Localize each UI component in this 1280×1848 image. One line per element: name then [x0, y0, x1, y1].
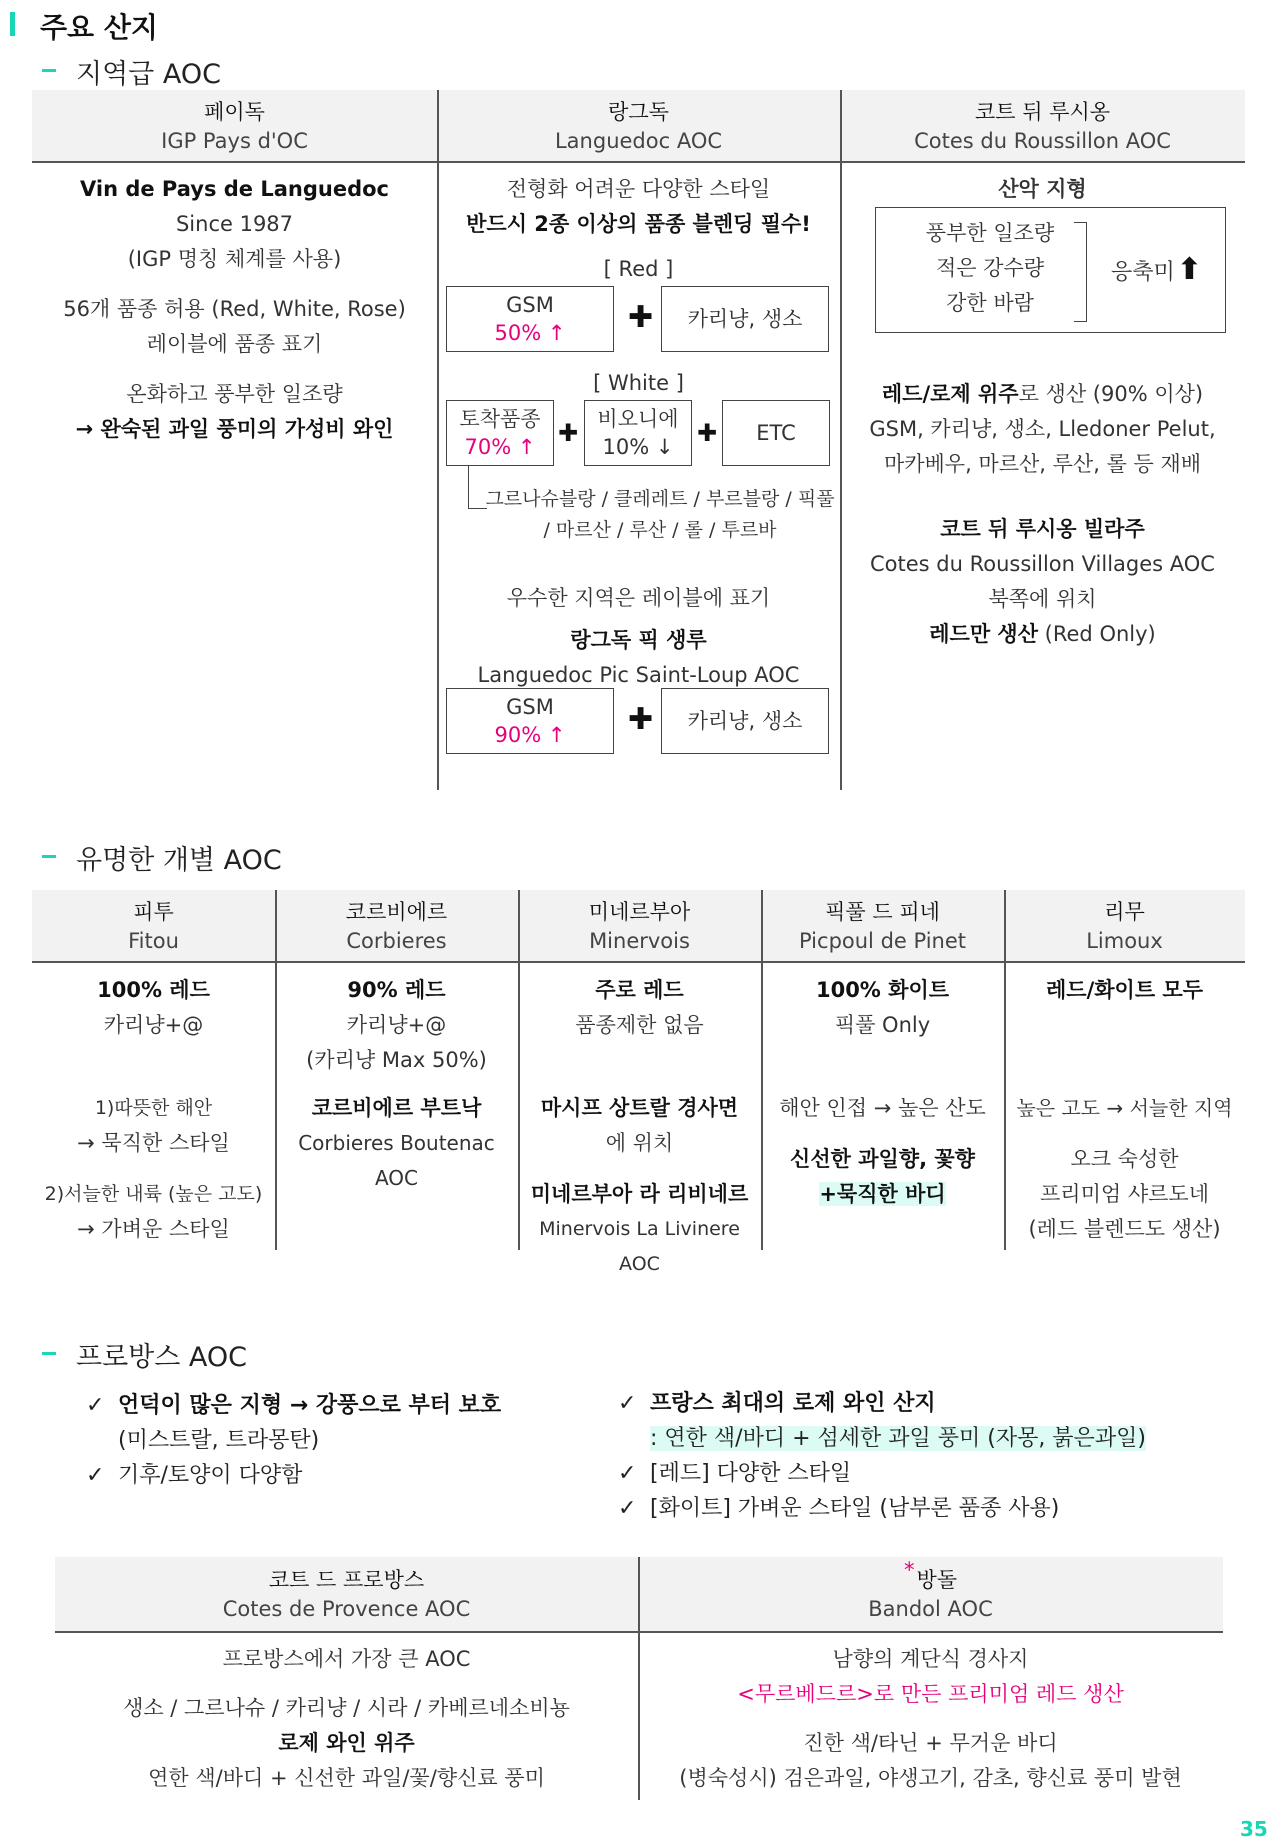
provence-checklist-left: ✓ 언덕이 많은 지형 → 강풍으로 부터 보호 (미스트랄, 트라몽탄) ✓ 기후/토양이 다양함	[86, 1388, 501, 1493]
check-icon: ✓	[618, 1461, 637, 1486]
pic-saint-loup-info: 우수한 지역은 레이블에 표기 랑그독 픽 생루 Languedoc Pic Saint-Loup AOC	[477, 586, 800, 687]
column-header-languedoc: 랑그독 Languedoc AOC	[554, 100, 723, 153]
gsm-box: GSM 50% ↑	[446, 286, 614, 352]
page-number: 35	[1240, 1817, 1268, 1841]
native-grape-list: 그르나슈블랑 / 클레레트 / 부르블랑 / 픽풀 / 마르산 / 루산 / 롤 / 투르바	[485, 488, 835, 541]
viognier-box: 비오니에 10% ↓	[584, 400, 692, 466]
bandol-info: 남향의 계단식 경사지 <무르베드르>로 만든 프리미엄 레드 생산 진한 색/타닌 + 무거운 바디 (병숙성시) 검은과일, 야생고기, 감초, 향신료 풍미 발현	[679, 1647, 1182, 1790]
gsm-box-2: GSM 90% ↑	[446, 688, 614, 754]
carignan-cinsault-box: 카리냥, 생소	[661, 286, 829, 352]
picpoul-info: 100% 화이트 픽풀 Only 해안 인접 → 높은 산도 신선한 과일향, 꽃향 +묵직한 바디	[779, 978, 986, 1206]
mountain-terrain: 산악 지형	[998, 177, 1087, 201]
section-title-provence: 프로방스 AOC	[76, 1342, 248, 1373]
column-header-bandol: *방돌 Bandol AOC	[868, 1558, 993, 1621]
limoux-info: 레드/화이트 모두 높은 고도 → 서늘한 지역 오크 숙성한 프리미엄 샤르도네 (레드 블렌드도 생산)	[1016, 978, 1233, 1241]
column-header-corbieres: 코르비에르 Corbieres	[345, 900, 448, 953]
check-icon: ✓	[618, 1496, 637, 1521]
fitou-info: 100% 레드 카리냥+@ 1)따뜻한 해안 → 묵직한 스타일 2)서늘한 내륙 (높은 고도) → 가벼운 스타일	[44, 978, 263, 1241]
languedoc-intro: 전형화 어려운 다양한 스타일 반드시 2종 이상의 품종 블렌딩 필수!	[466, 177, 811, 236]
check-icon: ✓	[86, 1393, 105, 1418]
cotes-de-provence-info: 프로방스에서 가장 큰 AOC 생소 / 그르나슈 / 카리냥 / 시라 / 카베르네소비뇽 로제 와인 위주 연한 색/바디 + 신선한 과일/꽃/향신료 풍미	[123, 1647, 570, 1790]
etc-box: ETC	[722, 400, 830, 466]
climate-factors: 풍부한 일조량 적은 강수량 강한 바람	[925, 221, 1055, 315]
section-dash	[42, 69, 56, 72]
column-header-picpoul: 픽풀 드 피네 Picpoul de Pinet	[798, 900, 966, 953]
minervois-info: 주로 레드 품종제한 없음 마시프 상트랄 경사면 에 위치 미네르부아 라 리비네르 Minervois La Livinere AOC	[530, 978, 749, 1275]
header-divider	[32, 161, 1245, 163]
native-grapes-box: 토착품종 70% ↑	[446, 400, 554, 466]
section-dash	[42, 1352, 56, 1355]
plus-icon: ✚	[628, 300, 654, 335]
title-accent-bar	[10, 12, 15, 36]
corbieres-info: 90% 레드 카리냥+@ (카리냥 Max 50%) 코르비에르 부트낙 Corbieres Boutenac AOC	[298, 978, 495, 1190]
section-title-famous: 유명한 개별 AOC	[76, 845, 282, 876]
column-header-roussillon: 코트 뒤 루시옹 Cotes du Roussillon AOC	[914, 100, 1171, 153]
column-header-pays-doc: 페이독 IGP Pays d'OC	[161, 100, 308, 153]
pays-doc-info: Vin de Pays de Languedoc Since 1987 (IGP 명칭 체계를 사용) 56개 품종 허용 (Red, White, Rose) 레이블에 품종 표기 온화하고 풍부한 일조량 → 완숙된 과일 풍미의 가성비 와인	[63, 177, 406, 441]
arrow-up-icon: ⬆	[1176, 252, 1202, 287]
column-header-limoux: 리무 Limoux	[1086, 900, 1163, 953]
provence-checklist-right: ✓ 프랑스 최대의 로제 와인 산지 : 연한 색/바디 + 섬세한 과일 풍미 (자몽, 붉은과일) ✓ [레드] 다양한 스타일 ✓ [화이트] 가벼운 스타일 (남부론 품종 사용)	[618, 1386, 1146, 1526]
header-divider	[32, 961, 1245, 963]
section-title-regional: 지역급 AOC	[76, 59, 221, 90]
column-header-fitou: 피투 Fitou	[128, 900, 179, 953]
column-header-cotes-de-provence: 코트 드 프로방스 Cotes de Provence AOC	[222, 1568, 471, 1621]
check-icon: ✓	[618, 1391, 637, 1416]
check-icon: ✓	[86, 1463, 105, 1488]
page-title: 주요 산지	[40, 11, 158, 44]
column-header-minervois: 미네르부아 Minervois	[588, 900, 691, 953]
carignan-cinsault-box-2: 카리냥, 생소	[661, 688, 829, 754]
plus-icon: ✚	[697, 419, 718, 447]
concentration-result: 응축미⬆	[1111, 252, 1202, 287]
white-label: [ White ]	[593, 371, 684, 395]
star-icon: *	[903, 1558, 915, 1582]
section-dash	[42, 855, 56, 858]
red-label: [ Red ]	[603, 257, 674, 281]
plus-icon: ✚	[628, 702, 654, 737]
climate-bracket	[1074, 222, 1087, 322]
plus-icon: ✚	[558, 419, 579, 447]
roussillon-info: 레드/로제 위주로 생산 (90% 이상) GSM, 카리냥, 생소, Lledoner Pelut, 마카베우, 마르산, 루산, 롤 등 재배 코트 뒤 루시옹 빌라주 Cotes du Roussillon Villages AOC 북쪽에 위치 레드만 생산 (Red Only)	[869, 382, 1216, 646]
